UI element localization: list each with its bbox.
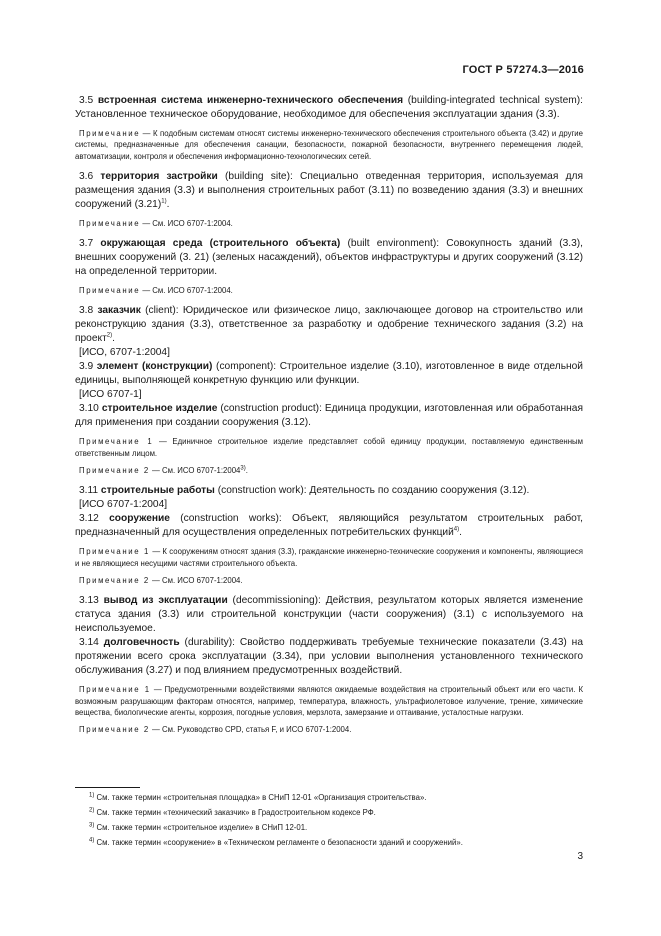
term-definition: (durability): Свойство поддерживать требуемые технические показатели (3.43) на протяжении всего срока эксплуатации (3.34), при условии выполнения установленного технического обслуживания (3.27) и под влиянием предусмотренных воздействий. [75,637,583,677]
term-number: 3.12 [79,513,99,525]
term-entry-3-5 [75,94,583,122]
punct: . [166,198,170,210]
footnote-ref: 1) [161,198,167,205]
term-definition: (built environment): Совокупность зданий (3.3), внешних сооружений (3. 21) (зеленых насаждений), объектов инфраструктуры и других сооружений (3.12) на определенной территории. [75,238,583,278]
note-3-14-1 [75,684,583,718]
term-entry-3-10 [75,402,583,430]
term-definition: (decommissioning): Действия, результатом которых является изменение статуса здания (3.3) или строительной конструкции (части сооружения) (3.1) с используемого на неиспользуемое. [75,595,583,635]
term-title: долговечность [103,637,180,649]
term-entry-3-11 [75,484,583,498]
footnote-mark: 1) [89,792,95,799]
note-label: Примечание [79,218,141,228]
note-text: — См. ИСО 6707-1:2004 [152,466,241,476]
note-text: — См. ИСО 6707-1:2004. [152,575,243,585]
footnote-mark: 4) [89,837,95,844]
note-3-5 [75,128,583,162]
note-text: — К сооружениям относят здания (3.3), гражданские инженерно-технические сооружения и компоненты, являющиеся и не являющиеся несущими частями строительного объекта. [75,547,583,568]
term-title: территория застройки [100,170,218,182]
note-3-12-1 [75,546,583,569]
footnote-text: См. также термин «строительное изделие» в СНиП 12-01. [96,823,308,832]
note-3-12-2 [75,575,583,586]
term-entry-3-9 [75,360,583,388]
term-number: 3.5 [79,95,94,106]
note-text: — См. ИСО 6707-1:2004. [142,286,233,296]
term-definition: (construction works): Объект, являющийся результатом строительных работ, предназначенный для осуществления определенных потребительских функций [75,513,583,539]
note-3-14-2 [75,724,583,735]
term-definition: (construction work): Деятельность по созданию сооружения (3.12). [214,485,530,497]
term-definition: (construction product): Единица продукции, изготовленная или обработанная для применения при создании сооружения (3.12). [75,403,583,429]
term-definition: (component): Строительное изделие (3.10), изготовленное в виде отдельной единицы, выполняющей конкретную функцию или функции. [75,361,583,387]
term-number: 3.14 [79,637,99,649]
punct: . [459,527,462,539]
note-text: — Предусмотренными воздействиями являются ожидаемые воздействия на строительный объект или его части. К возможным разрушающим факторам относятся, например, температура, влажность, ультрафиолетовое излучение, трение, химические вещества, биологические агенты, коррозия, погодные условия, мерзлота, замерзание и оттаивание, усталостные нагрузки. [75,685,583,717]
footnote-item [75,835,583,850]
document-id-header: ГОСТ Р 57274.3—2016 [462,64,584,76]
term-entry-3-14 [75,636,583,678]
note-text: — К подобным системам относят системы инженерно-технического обеспечения строительного объекта (3.42) и другие системы, предназначенные для обеспечения санации, безопасности, пожарной безопасности, внутреннего перемещения людей, автоматизации, контроля и обеспечения информационно-технологических сетей. [75,129,584,161]
terms-content [75,94,583,735]
term-definition: (building-integrated technical system): Установленное техническое оборудование, необходимое для обеспечения эксплуатации здания (3.3). [75,95,583,120]
footnote-text: См. также термин «технический заказчик» в Градостроительном кодексе РФ. [96,808,376,817]
note-text: — См. Руководство CPD, статья F, и ИСО 6707-1:2004. [152,725,352,735]
term-number: 3.9 [79,361,94,373]
term-number: 3.8 [79,305,94,317]
term-title: встроенная система инженерно-технического обеспечения [97,95,404,106]
footnote-ref: 2) [106,333,113,340]
punct: . [112,333,115,345]
note-label: Примечание 2 [79,725,150,735]
term-entry-3-7 [75,237,583,279]
term-title: окружающая среда (строительного объекта) [100,238,341,250]
term-number: 3.11 [79,485,99,497]
note-3-10-1 [75,436,583,459]
footnote-ref: 3) [240,465,246,472]
footnote-item [75,790,583,805]
footnote-mark: 2) [89,807,95,814]
note-label: Примечание 2 [79,466,150,476]
term-title: элемент (конструкции) [96,361,213,373]
footnote-separator [75,787,140,788]
term-number: 3.7 [79,238,94,250]
punct: . [245,466,248,476]
term-number: 3.6 [79,170,94,182]
note-label: Примечание [79,129,141,138]
term-title: сооружение [109,513,170,525]
note-3-6 [75,218,583,229]
footnote-item [75,820,583,835]
term-entry-3-6 [75,170,583,212]
footnote-text: См. также термин «строительная площадка» в СНиП 12-01 «Организация строительства». [96,793,427,802]
term-title: строительные работы [100,485,215,497]
footnote-mark: 3) [89,822,95,829]
note-label: Примечание 1 [79,547,150,557]
term-title: вывод из эксплуатации [103,595,228,607]
note-label: Примечание [79,286,141,296]
term-entry-3-8 [75,304,583,346]
source-reference: [ИСО 6707-1:2004] [79,499,168,511]
note-text: — Единичное строительное изделие представляет собой единицу продукции, поставляемую единственным ответственным лицом. [75,437,583,458]
footnotes [75,790,583,850]
term-definition: (building site): Специально отведенная территория, используемая для размещения здания (3.3) и выполнения строительных работ (3.11) по возведению здания (3.3) и внешних сооружений (3.21) [75,170,583,210]
source-reference: [ИСО 6707-1] [79,389,142,401]
note-3-7 [75,285,583,296]
page-number: 3 [577,851,583,862]
term-title: строительное изделие [101,403,218,415]
note-3-10-2 [75,465,583,476]
term-entry-3-12 [75,512,583,540]
term-number: 3.13 [79,595,99,607]
footnote-item [75,805,583,820]
term-title: заказчик [97,305,141,317]
note-label: Примечание 1 [79,685,151,695]
term-entry-3-13 [75,594,583,636]
note-label: Примечание 1 [79,437,154,447]
note-text: — См. ИСО 6707-1:2004. [142,218,233,228]
source-reference: [ИСО, 6707-1:2004] [79,347,170,359]
note-label: Примечание 2 [79,575,150,585]
footnote-ref: 4) [453,526,460,533]
term-number: 3.10 [79,403,99,415]
footnote-text: См. также термин «сооружение» в «Техническом регламенте о безопасности зданий и сооружений». [96,838,463,847]
term-definition: (client): Юридическое или физическое лицо, заключающее договор на строительство или реконструкцию здания (3.3), ответственное за разработку и одобрение технического задания (3.2) на проект [75,305,583,345]
